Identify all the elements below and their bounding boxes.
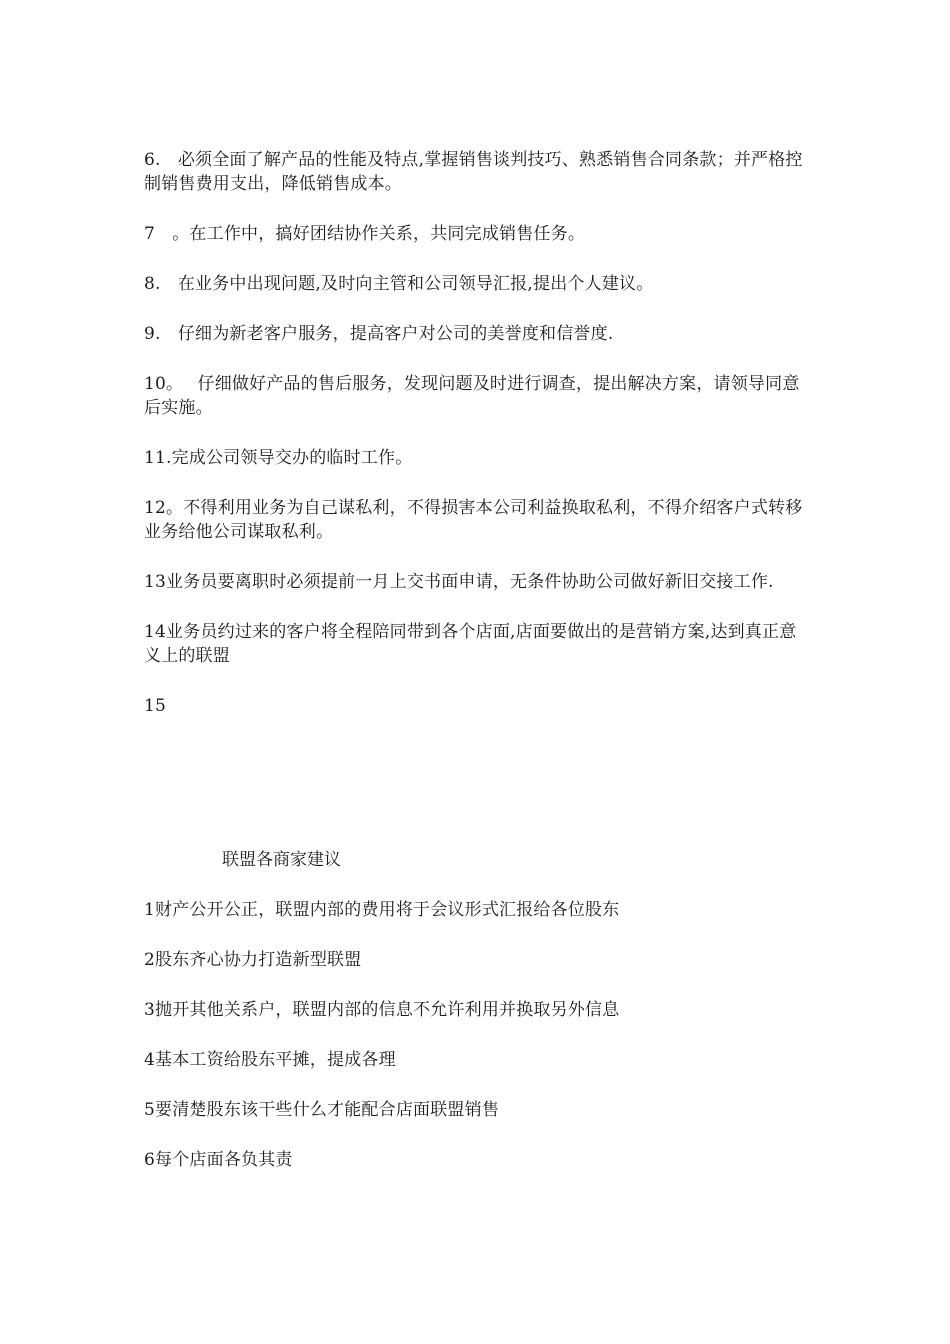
- duty-item-10: 10。 仔细做好产品的售后服务，发现问题及时进行调查，提出解决方案，请领导同意后实施。: [144, 374, 800, 418]
- section-title: 联盟各商家建议: [222, 850, 341, 870]
- duty-item-11: 11.完成公司领导交办的临时工作。: [144, 448, 413, 468]
- duty-item-13: 13业务员要离职时必须提前一月上交书面申请，无条件协助公司做好新旧交接工作.: [144, 572, 774, 592]
- suggestion-item-1: 1财产公开公正，联盟内部的费用将于会议形式汇报给各位股东: [144, 900, 620, 920]
- duty-item-15: 15: [144, 696, 167, 716]
- duty-item-6: 6. 必须全面了解产品的性能及特点,掌握销售谈判技巧、熟悉销售合同条款；并严格控制销售费用支出，降低销售成本。: [144, 150, 803, 194]
- suggestion-item-4: 4基本工资给股东平摊，提成各理: [144, 1050, 396, 1070]
- duty-item-7: 7 。在工作中，搞好团结协作关系，共同完成销售任务。: [144, 224, 586, 244]
- suggestion-item-2: 2股东齐心协力打造新型联盟: [144, 950, 362, 970]
- duty-item-9: 9. 仔细为新老客户服务，提高客户对公司的美誉度和信誉度.: [144, 324, 614, 344]
- suggestion-item-5: 5要清楚股东该干些什么才能配合店面联盟销售: [144, 1100, 500, 1120]
- duty-item-8: 8. 在业务中出现问题,及时向主管和公司领导汇报,提出个人建议。: [144, 274, 654, 294]
- duty-item-12: 12。不得利用业务为自己谋私利，不得损害本公司利益换取私利，不得介绍客户式转移业务给他公司谋取私利。: [144, 498, 803, 542]
- duty-item-14: 14业务员约过来的客户将全程陪同带到各个店面,店面要做出的是营销方案,达到真正意义上的联盟: [144, 622, 797, 666]
- suggestion-item-3: 3抛开其他关系户，联盟内部的信息不允许利用并换取另外信息: [144, 1000, 620, 1020]
- suggestion-item-6: 6每个店面各负其责: [144, 1150, 293, 1170]
- section-spacer: [144, 744, 806, 848]
- document-body: [144, 148, 806, 1198]
